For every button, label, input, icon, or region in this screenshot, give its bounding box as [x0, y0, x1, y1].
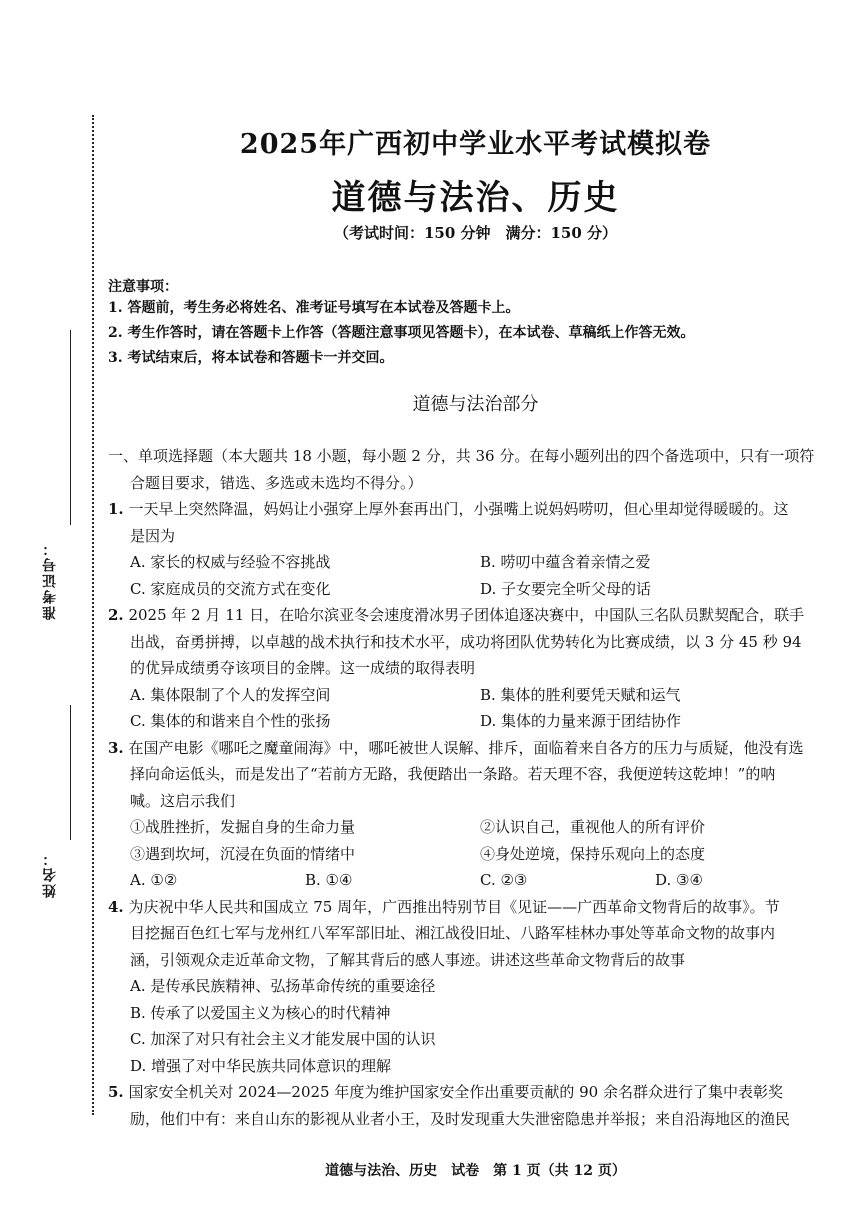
option-a[interactable]: A. 是传承民族精神、弘扬革命传统的重要途径	[130, 977, 436, 995]
option-a[interactable]: A. 集体限制了个人的发挥空间	[130, 685, 331, 704]
option-d[interactable]: D. 增强了对中华民族共同体意识的理解	[130, 1056, 392, 1075]
question-stem: 择向命运低头，而是发出了“若前方无路，我便踏出一条路。若天理不容，我便逆转这乾坤！”的呐	[130, 765, 776, 783]
option-b[interactable]: B. ①④	[305, 871, 353, 889]
option-a[interactable]: A. ①②	[130, 871, 178, 889]
section-instruction: 合题目要求，错选、多选或未选均不得分。）	[130, 473, 423, 492]
exam-id-write-line[interactable]	[70, 330, 71, 525]
notice-item: 1. 答题前，考生务必将姓名、准考证号填写在本试卷及答题卡上。	[108, 300, 520, 316]
question-stem: 出战，奋勇拼搏，以卓越的战术执行和技术水平，成功将团队优势转化为比赛成绩，以 3 分 45 秒 94	[130, 632, 802, 651]
option-c[interactable]: C. 加深了对只有社会主义才能发展中国的认识	[130, 1030, 436, 1048]
question-4	[108, 894, 843, 1080]
question-number: 5.	[108, 1083, 124, 1101]
question-list	[108, 443, 843, 1132]
option-b[interactable]: B. 唠叨中蕴含着亲情之爱	[480, 553, 651, 571]
question-number: 1.	[108, 500, 124, 518]
question-number: 3.	[108, 738, 124, 757]
question-stem: 涵，引领观众走近革命文物，了解其背后的感人事迹。讲述这些革命文物背后的故事	[130, 950, 686, 969]
option-c[interactable]: C. 家庭成员的交流方式在变化	[130, 579, 331, 598]
exam-time-score: （考试时间：150 分钟 满分：150 分）	[333, 224, 618, 242]
binding-dotted-line	[92, 115, 94, 1115]
option-d[interactable]: D. 子女要完全听父母的话	[480, 579, 652, 598]
page-footer: 道德与法治、历史 试卷 第 1 页（共 12 页）	[325, 1163, 626, 1179]
notice-title: 注意事项：	[108, 279, 178, 295]
option-b[interactable]: B. 集体的胜利要凭天赋和运气	[480, 685, 681, 704]
question-stem: 目挖掘百色红七军与龙州红八军军部旧址、湘江战役旧址、八路军桂林办事处等革命文物的故事内	[130, 924, 776, 942]
option-c[interactable]: C. ②③	[480, 871, 528, 889]
statement-3: ③遇到坎坷，沉浸在负面的情绪中	[130, 844, 356, 863]
name-write-line[interactable]	[70, 705, 71, 840]
question-number: 4.	[108, 897, 124, 916]
option-d[interactable]: D. ③④	[655, 871, 703, 889]
statement-1: ①战胜挫折，发掘自身的生命力量	[130, 818, 356, 836]
name-label: 姓名：	[42, 850, 58, 898]
question-5	[108, 1079, 843, 1132]
question-2	[108, 602, 843, 735]
question-3	[108, 735, 843, 894]
section-title: 道德与法治部分	[412, 394, 539, 415]
question-number: 2.	[108, 606, 124, 624]
question-stem: 喊。这启示我们	[130, 791, 236, 810]
notice-item: 2. 考生作答时，请在答题卡上作答（答题注意事项见答题卡），在本试卷、草稿纸上作答无效。	[108, 325, 695, 341]
exam-id-label: 准考证号：	[42, 540, 58, 620]
question-stem: 是因为	[130, 526, 176, 545]
option-a[interactable]: A. 家长的权威与经验不容挑战	[130, 553, 331, 571]
statement-4: ④身处逆境，保持乐观向上的态度	[480, 844, 706, 863]
question-stem: 一天早上突然降温，妈妈让小强穿上厚外套再出门，小强嘴上说妈妈唠叨，但心里却觉得暖暖的。这	[128, 500, 789, 518]
section-instruction: 一、单项选择题（本大题共 18 小题，每小题 2 分，共 36 分。在每小题列出的四个备选项中，只有一项符	[108, 447, 815, 465]
option-d[interactable]: D. 集体的力量来源于团结协作	[480, 712, 682, 730]
question-stem: 国家安全机关对 2024—2025 年度为维护国家安全作出重要贡献的 90 余名群众进行了集中表彰奖	[128, 1083, 783, 1101]
question-stem: 为庆祝中华人民共和国成立 75 周年，广西推出特别节目《见证——广西革命文物背后的故事》。节	[128, 897, 780, 916]
statement-2: ②认识自己，重视他人的所有评价	[480, 818, 706, 836]
option-b[interactable]: B. 传承了以爱国主义为核心的时代精神	[130, 1003, 391, 1022]
exam-title: 2025年广西初中学业水平考试模拟卷	[239, 129, 712, 160]
option-c[interactable]: C. 集体的和谐来自个性的张扬	[130, 712, 331, 730]
question-stem: 在国产电影《哪吒之魔童闹海》中，哪吒被世人误解、排斥，面临着来自各方的压力与质疑，他没有选	[128, 738, 804, 757]
notice-list	[108, 296, 843, 371]
notice-item: 3. 考试结束后，将本试卷和答题卡一并交回。	[108, 350, 394, 366]
exam-subject: 道德与法治、历史	[331, 178, 620, 218]
question-stem: 2025 年 2 月 11 日，在哈尔滨亚冬会速度滑冰男子团体追逐决赛中，中国队三名队员默契配合，联手	[128, 606, 805, 624]
question-stem: 的优异成绩勇夺该项目的金牌。这一成绩的取得表明	[130, 659, 476, 677]
question-stem: 励，他们中有：来自山东的影视从业者小王，及时发现重大失泄密隐患并举报；来自沿海地区的渔民	[130, 1109, 791, 1128]
question-1	[108, 496, 843, 602]
